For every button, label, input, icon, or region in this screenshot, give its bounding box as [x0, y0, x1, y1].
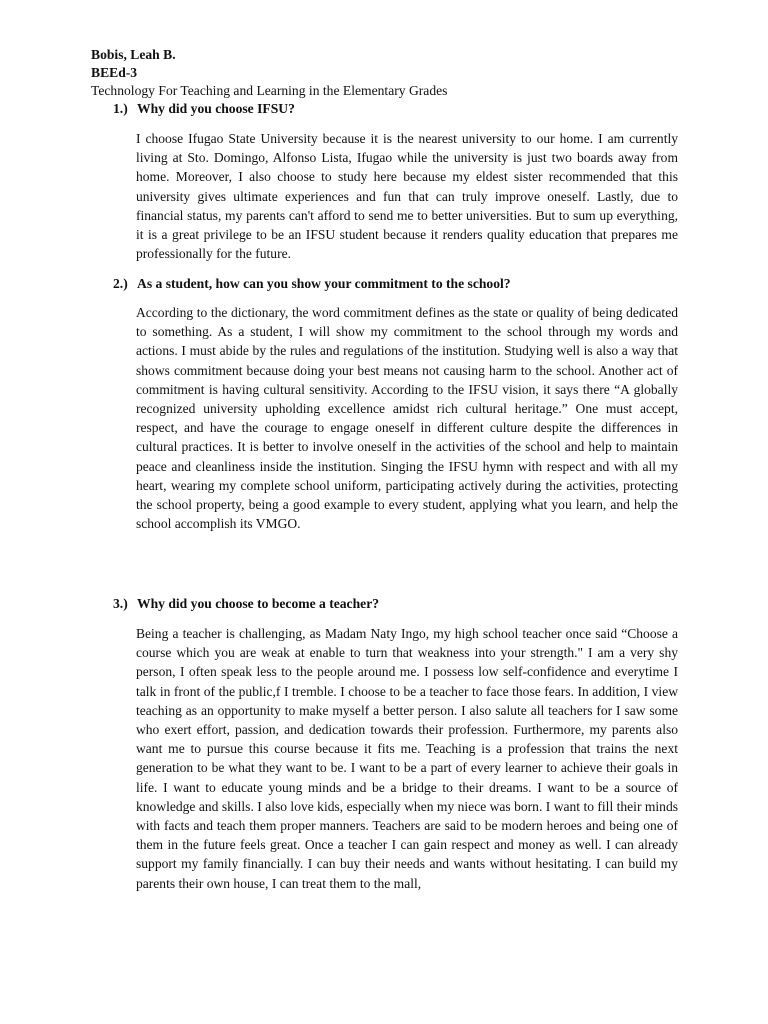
question-2-number: 2.)	[113, 276, 128, 291]
answer-3	[136, 624, 678, 893]
answer-3-text: Being a teacher is challenging, as Madam Naty Ingo, my high school teacher once said “Choose a course which you are weak at enable to turn that weakness into your strength." I am a very shy person, I often speak less to the people around me. I possess low self-confidence and everytime I talk in front of the public,f I tremble. I choose to be a teacher to face those fears. In addition, I view teaching as an opportunity to make myself a better person. I also salute all teachers for I saw some who exert effort, passion, and dedication towards their profession. Furthermore, my parents also want me to pursue this course because it fits me. Teaching is a profession that trains the next generation to be what they want to be. I want to be a part of every learner to achieve their goals in life. I want to educate young minds and be a bridge to their dreams. I want to be a source of knowledge and skills. I also love kids, especially when my niece was born. I want to fill their minds with facts and teach them proper manners. Teachers are said to be modern heroes and being one of them in the future feels great. Once a teacher I can gain respect and money as well. I can already support my family financially. I can buy their needs and wants without hesitating. I can build my parents their own house, I can treat them to the mall,	[136, 626, 678, 891]
student-name: Bobis, Leah B.	[91, 47, 176, 62]
document-header	[91, 46, 691, 100]
answer-1	[136, 129, 678, 263]
question-3-text: Why did you choose to become a teacher?	[137, 596, 380, 611]
question-1-number: 1.)	[113, 101, 128, 116]
student-section: BEEd-3	[91, 65, 138, 80]
question-1-text: Why did you choose IFSU?	[137, 101, 295, 116]
answer-2-text: According to the dictionary, the word commitment defines as the state or quality of being dedicated to something. As a student, I will show my commitment to the school through my words and actions. I must abide by the rules and regulations of the institution. Studying well is also a way that shows commitment because doing your best means not causing harm to the school. Another act of commitment is having cultural sensitivity. According to the IFSU vision, it says there “A globally recognized university upholding excellence amidst rich cultural heritage.” One must accept, respect, and have the courage to engage oneself in different culture despite the differences in cultural practices. It is better to involve oneself in the activities of the school and help to maintain peace and cleanliness inside the institution. Singing the IFSU hymn with respect and with all my heart, wearing my complete school uniform, participating actively during the activities, protecting the school property, being a good example to every student, applying what you learn, and help the school accomplish its VMGO.	[136, 305, 678, 532]
question-2-text: As a student, how can you show your commitment to the school?	[137, 276, 511, 291]
answer-1-text: I choose Ifugao State University because it is the nearest university to our home. I am currently living at Sto. Domingo, Alfonso Lista, Ifugao while the university is just two boards away from home. Moreover, I also choose to study here because my eldest sister recommended that this university gives ultimate experiences and fun that can truly improve oneself. Lastly, due to financial status, my parents can't afford to send me to better universities. But to sum up everything, it is a great privilege to be an IFSU student because it renders quality education that prepares me professionally for the future.	[136, 131, 678, 262]
question-3-number: 3.)	[113, 596, 128, 611]
question-3-heading	[113, 595, 379, 613]
course-title: Technology For Teaching and Learning in the Elementary Grades	[91, 83, 448, 98]
question-2-heading	[113, 275, 511, 293]
answer-2	[136, 303, 678, 533]
question-1-heading	[113, 100, 295, 118]
